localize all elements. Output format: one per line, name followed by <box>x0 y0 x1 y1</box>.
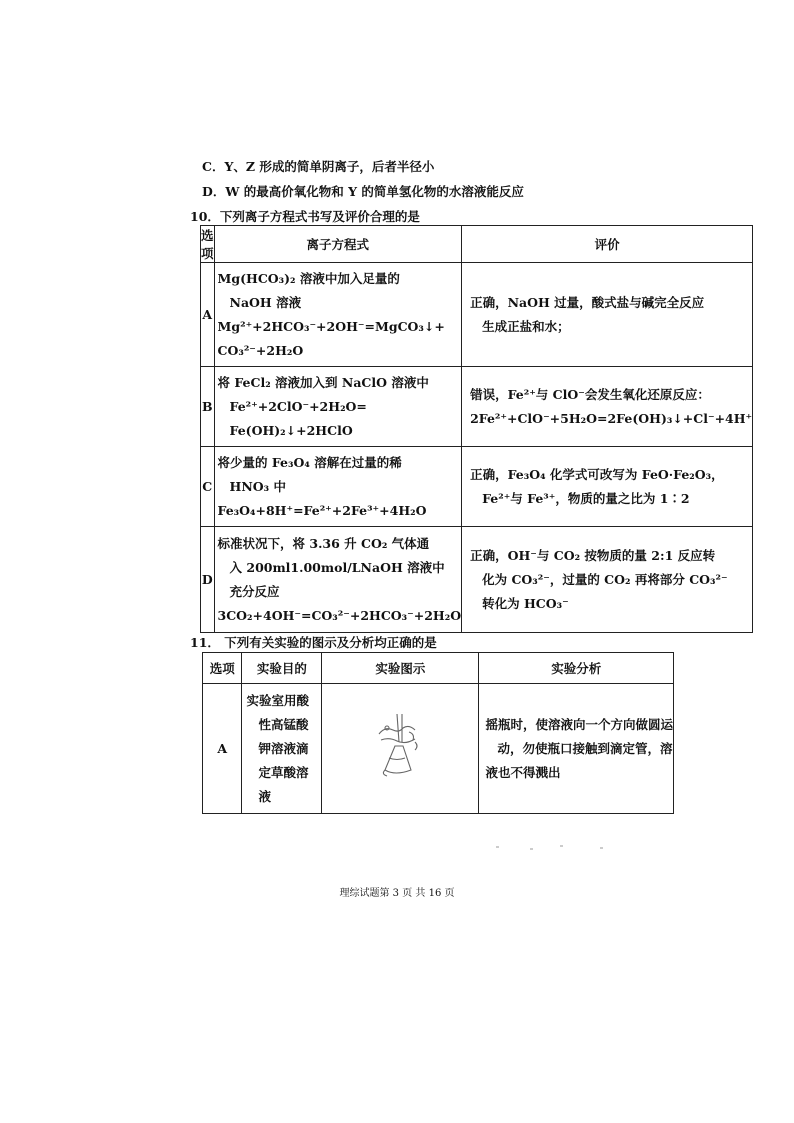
figure-cell <box>322 684 479 814</box>
equation-cell <box>214 447 462 527</box>
header-option: 选项 <box>201 226 215 263</box>
header-equation: 离子方程式 <box>214 226 462 263</box>
purpose-cell <box>242 684 322 814</box>
page-footer: 理综试题第 3 页 共 16 页 <box>339 888 455 899</box>
scan-speck <box>530 848 533 850</box>
equation-line: 将 FeCl₂ 溶液加入到 NaClO 溶液中 <box>217 374 429 390</box>
analysis-line: 液也不得溅出 <box>485 764 561 780</box>
purpose-line: 钾溶液滴 <box>258 740 309 756</box>
analysis-line: 摇瓶时，使溶液向一个方向做圆运 <box>485 716 673 732</box>
purpose-line: 定草酸溶 <box>258 764 309 780</box>
question-11-table <box>202 652 674 814</box>
equation-line: CO₃²⁻+2H₂O <box>217 342 304 358</box>
evaluation-line: 错误，Fe²⁺与 ClO⁻会发生氧化还原反应： <box>470 386 710 402</box>
header-purpose: 实验目的 <box>242 653 322 684</box>
equation-line: Fe₃O₄+8H⁺=Fe²⁺+2Fe³⁺+4H₂O <box>217 502 427 518</box>
evaluation-cell <box>462 447 753 527</box>
question-11-title: 11． 下列有关实验的图示及分析均正确的是 <box>190 635 437 650</box>
evaluation-line: Fe²⁺与 Fe³⁺，物质的量之比为 1∶2 <box>482 490 690 506</box>
equation-line: NaOH 溶液 <box>229 294 302 310</box>
evaluation-line: 2Fe²⁺+ClO⁻+5H₂O=2Fe(OH)₃↓+Cl⁻+4H⁺ <box>470 410 753 426</box>
option-label: C <box>201 447 215 527</box>
evaluation-cell <box>462 263 753 367</box>
equation-cell <box>214 263 462 367</box>
analysis-line: 动，勿使瓶口接触到滴定管，溶 <box>497 740 673 756</box>
scan-speck <box>600 847 603 849</box>
equation-line: HNO₃ 中 <box>229 478 286 494</box>
table-row <box>201 367 753 447</box>
equation-cell <box>214 527 462 633</box>
table-row <box>201 447 753 527</box>
evaluation-line: 化为 CO₃²⁻，过量的 CO₂ 再将部分 CO₃²⁻ <box>482 571 728 587</box>
option-label: D <box>201 527 215 633</box>
header-figure: 实验图示 <box>322 653 479 684</box>
analysis-cell <box>479 684 674 814</box>
purpose-line: 性高锰酸 <box>258 716 309 732</box>
option-label: A <box>203 684 242 814</box>
table-header-row <box>201 226 753 263</box>
table-row <box>203 684 674 814</box>
question-10-table <box>200 225 753 633</box>
table-row <box>201 527 753 633</box>
scan-speck <box>496 846 499 848</box>
equation-line: 将少量的 Fe₃O₄ 溶解在过量的稀 <box>217 454 402 470</box>
purpose-line: 液 <box>258 788 271 804</box>
equation-line: Fe(OH)₂↓+2HClO <box>229 422 353 438</box>
table-header-row <box>203 653 674 684</box>
equation-line: Fe²⁺+2ClO⁻+2H₂O= <box>229 398 367 414</box>
evaluation-line: 正确，OH⁻与 CO₂ 按物质的量 2:1 反应转 <box>470 547 716 563</box>
equation-line: Mg²⁺+2HCO₃⁻+2OH⁻=MgCO₃↓+ <box>217 318 445 334</box>
equation-line: 3CO₂+4OH⁻=CO₃²⁻+2HCO₃⁻+2H₂O <box>217 607 462 623</box>
option-d-text: D．W 的最高价氧化物和 Y 的简单氢化物的水溶液能反应 <box>202 184 524 199</box>
header-analysis: 实验分析 <box>479 653 674 684</box>
evaluation-line: 正确，NaOH 过量，酸式盐与碱完全反应 <box>470 294 705 310</box>
evaluation-line: 转化为 HCO₃⁻ <box>482 595 569 611</box>
equation-line: 入 200ml1.00mol/LNaOH 溶液中 <box>229 559 445 575</box>
option-label: A <box>201 263 215 367</box>
equation-line: 标准状况下，将 3.36 升 CO₂ 气体通 <box>217 535 430 551</box>
evaluation-line: 正确，Fe₃O₄ 化学式可改写为 FeO·Fe₂O₃， <box>470 466 724 482</box>
header-evaluation: 评价 <box>462 226 753 263</box>
evaluation-line: 生成正盐和水； <box>482 318 570 334</box>
scan-speck <box>560 845 563 847</box>
option-label: B <box>201 367 215 447</box>
equation-line: 充分反应 <box>229 583 280 599</box>
equation-line: Mg(HCO₃)₂ 溶液中加入足量的 <box>217 270 400 286</box>
equation-cell <box>214 367 462 447</box>
evaluation-cell <box>462 527 753 633</box>
header-option: 选项 <box>203 653 242 684</box>
purpose-line: 实验室用酸 <box>246 692 309 708</box>
option-c-text: C．Y、Z 形成的简单阴离子，后者半径小 <box>202 159 435 174</box>
question-10-title: 10．下列离子方程式书写及评价合理的是 <box>190 209 420 224</box>
evaluation-cell <box>462 367 753 447</box>
titration-figure <box>365 712 435 782</box>
table-row <box>201 263 753 367</box>
